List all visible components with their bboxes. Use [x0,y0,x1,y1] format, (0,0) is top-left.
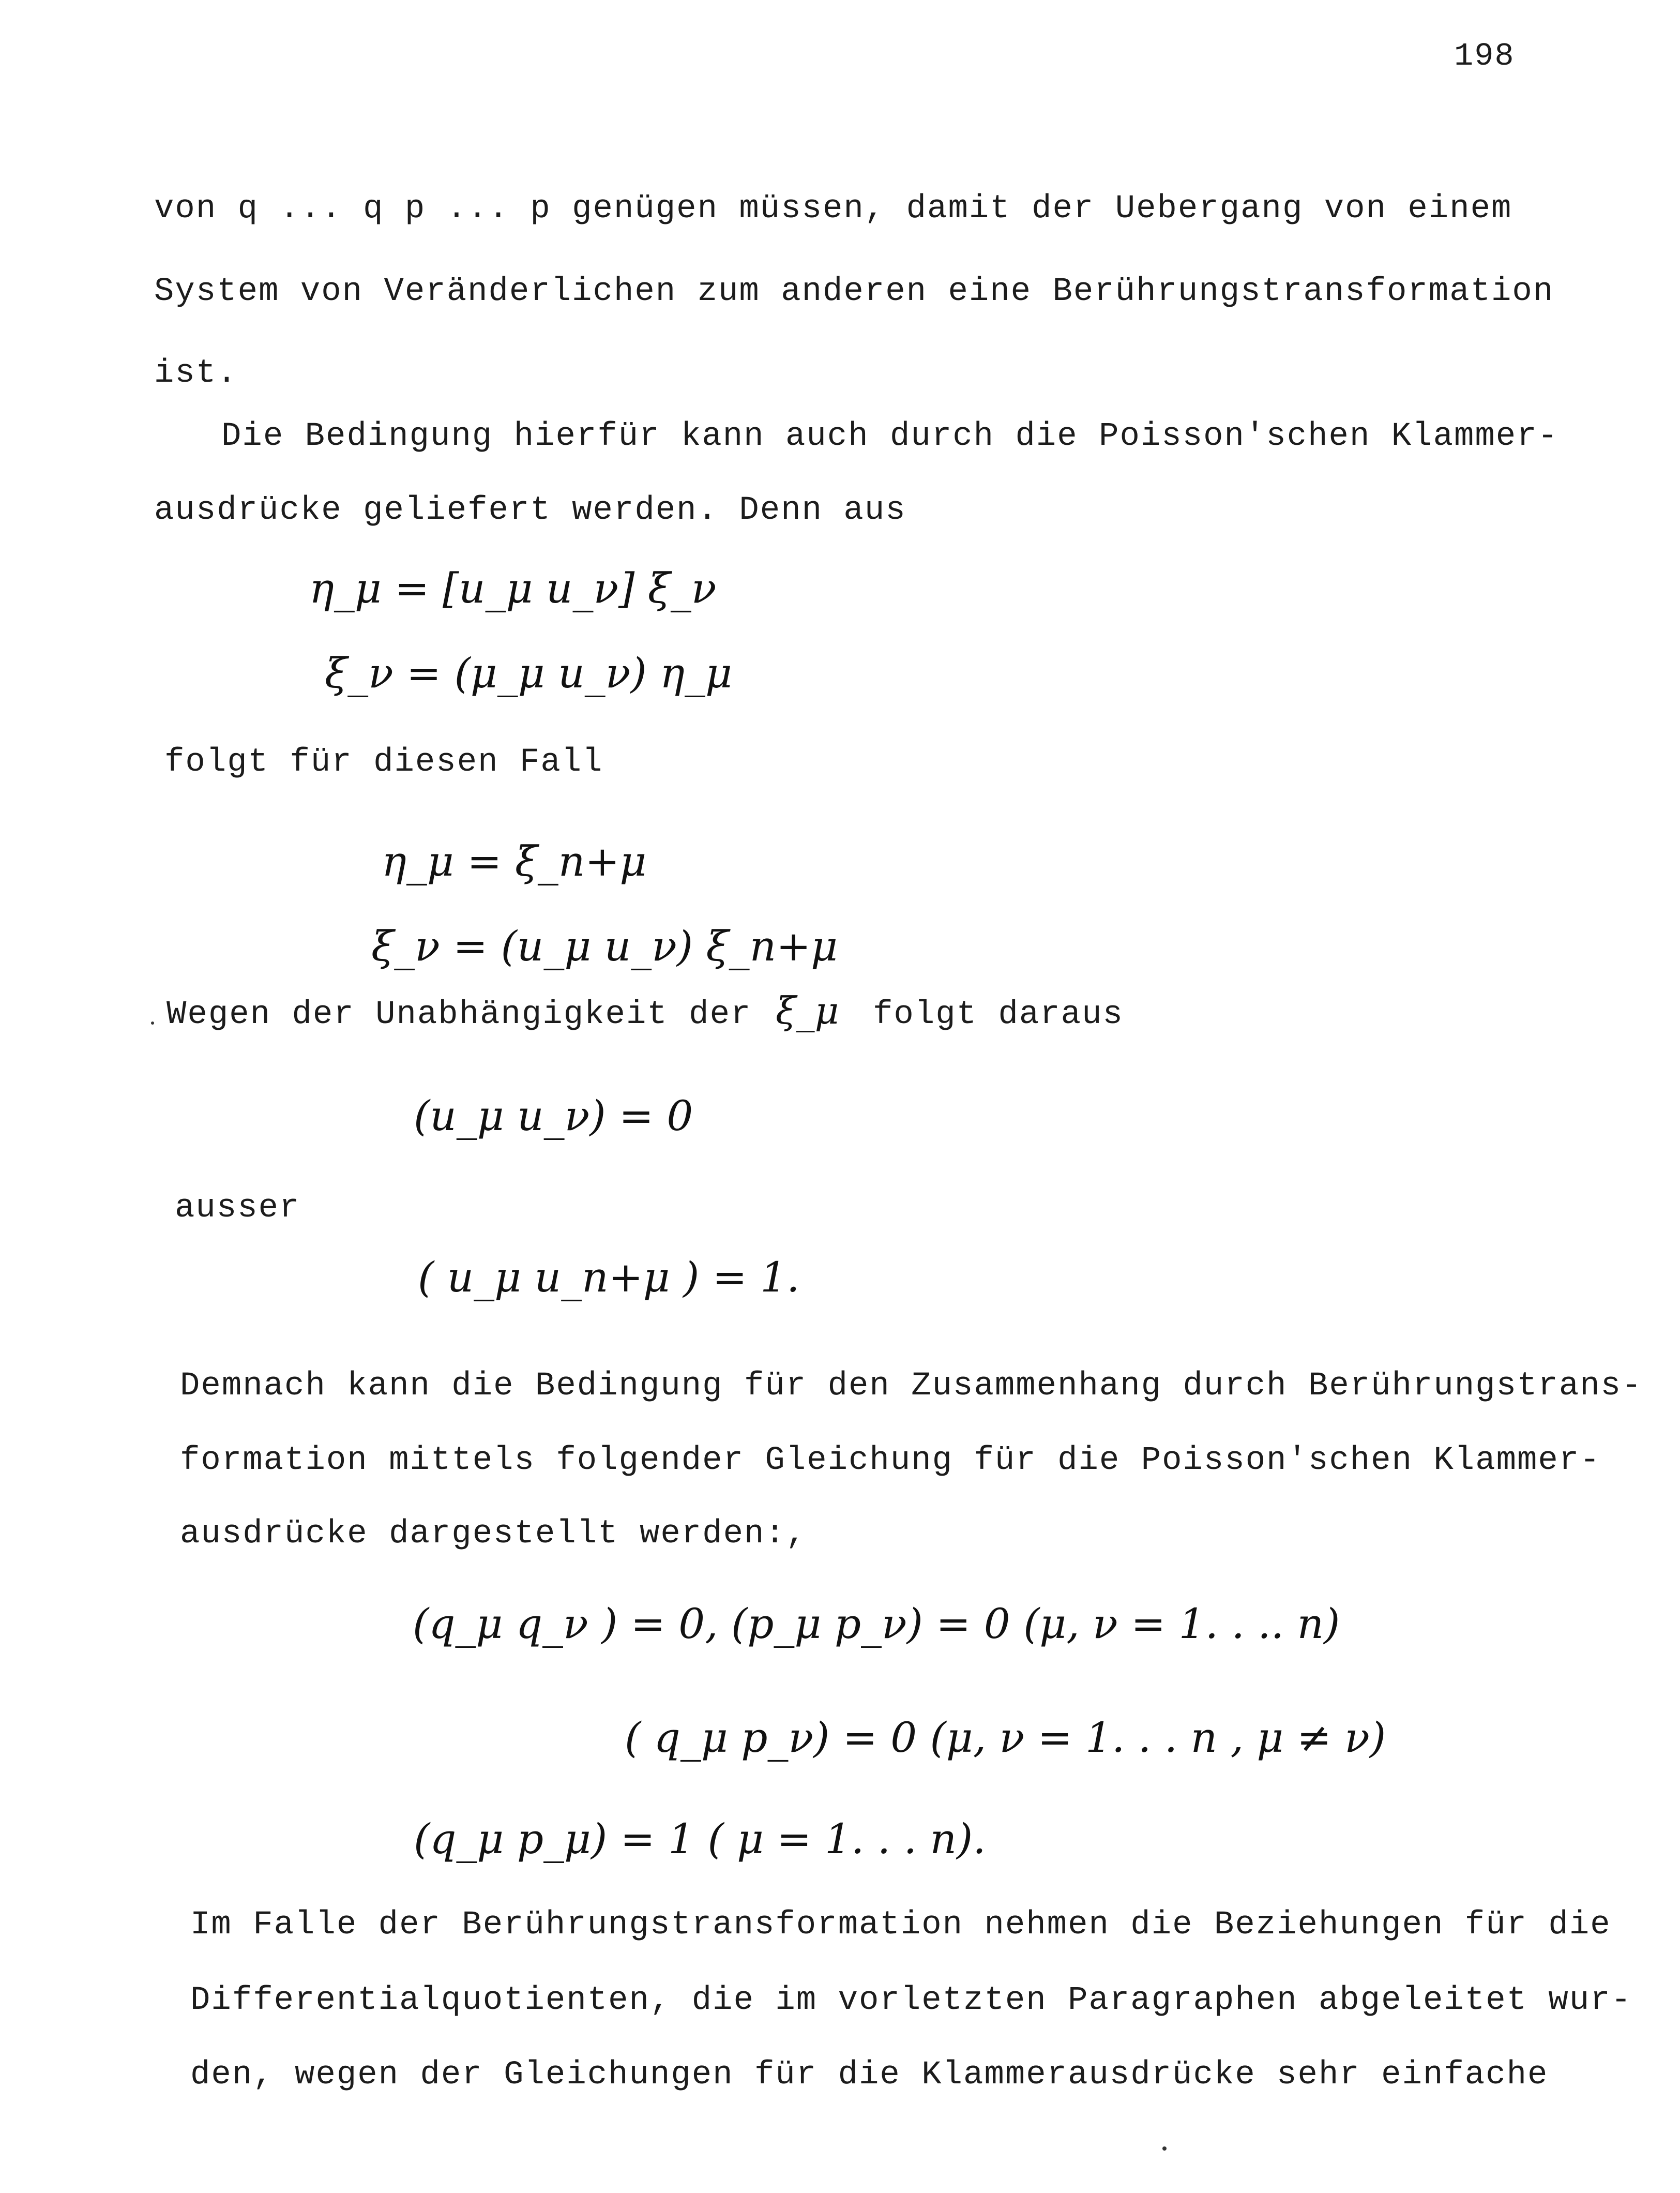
formula-xi-mu-inline: ξ_μ [776,989,839,1032]
formula-qp-one: (q_μ p_μ) = 1 ( μ = 1. . . n). [414,1815,986,1863]
formula-xi-nu-case: ξ_ν = (u_μ u_ν) ξ_n+μ [371,922,838,970]
text-line-1: von q ... q p ... p genügen müssen, damit der Uebergang von einem [154,190,1512,228]
text-line-4: Die Bedingung hierfür kann auch durch die Poisson'schen Klammer- [221,418,1558,455]
formula-eta-mu-case: η_μ = ξ_n+μ [382,837,647,885]
text-line-8: ausser [175,1190,300,1227]
text-line-7b: folgt daraus [873,996,1124,1033]
text-line-5: ausdrücke geliefert werden. Denn aus [154,492,906,529]
page-number: 198 [1454,38,1515,74]
text-line-2: System von Veränderlichen zum anderen eine Berührungstransformation [154,273,1554,310]
text-line-12: Im Falle der Berührungstransformation nehmen die Beziehungen für die [190,1906,1611,1944]
formula-xi-nu: ξ_ν = (μ_μ u_ν) η_μ [325,649,732,697]
text-line-13: Differentialquotienten, die im vorletzten Paragraphen abgeleitet wur- [190,1982,1632,2019]
formula-uu-one: ( u_μ u_n+μ ) = 1. [418,1253,800,1301]
formula-qp-zero: ( q_μ p_ν) = 0 (μ, ν = 1. . . n , μ ≠ ν) [625,1714,1386,1762]
formula-uu-zero: (u_μ u_ν) = 0 [414,1092,693,1140]
text-line-3: ist. [154,355,238,392]
text-line-6: folgt für diesen Fall [164,744,603,781]
text-line-11: ausdrücke dargestellt werden:, [180,1515,807,1553]
formula-eta-mu: η_μ = [u_μ u_ν] ξ_ν [309,564,717,612]
text-line-14: den, wegen der Gleichungen für die Klammerausdrücke sehr einfache [190,2056,1549,2094]
ink-speck [1162,2146,1167,2151]
text-line-9: Demnach kann die Bedingung für den Zusammenhang durch Berührungstrans- [180,1368,1643,1405]
formula-qq-pp: (q_μ q_ν ) = 0, (p_μ p_ν) = 0 (μ, ν = 1. . .. n) [413,1600,1340,1648]
text-line-10: formation mittels folgender Gleichung für die Poisson'schen Klammer- [180,1442,1601,1479]
ink-speck [151,1022,154,1025]
text-line-7a: Wegen der Unabhängigkeit der [167,996,752,1033]
